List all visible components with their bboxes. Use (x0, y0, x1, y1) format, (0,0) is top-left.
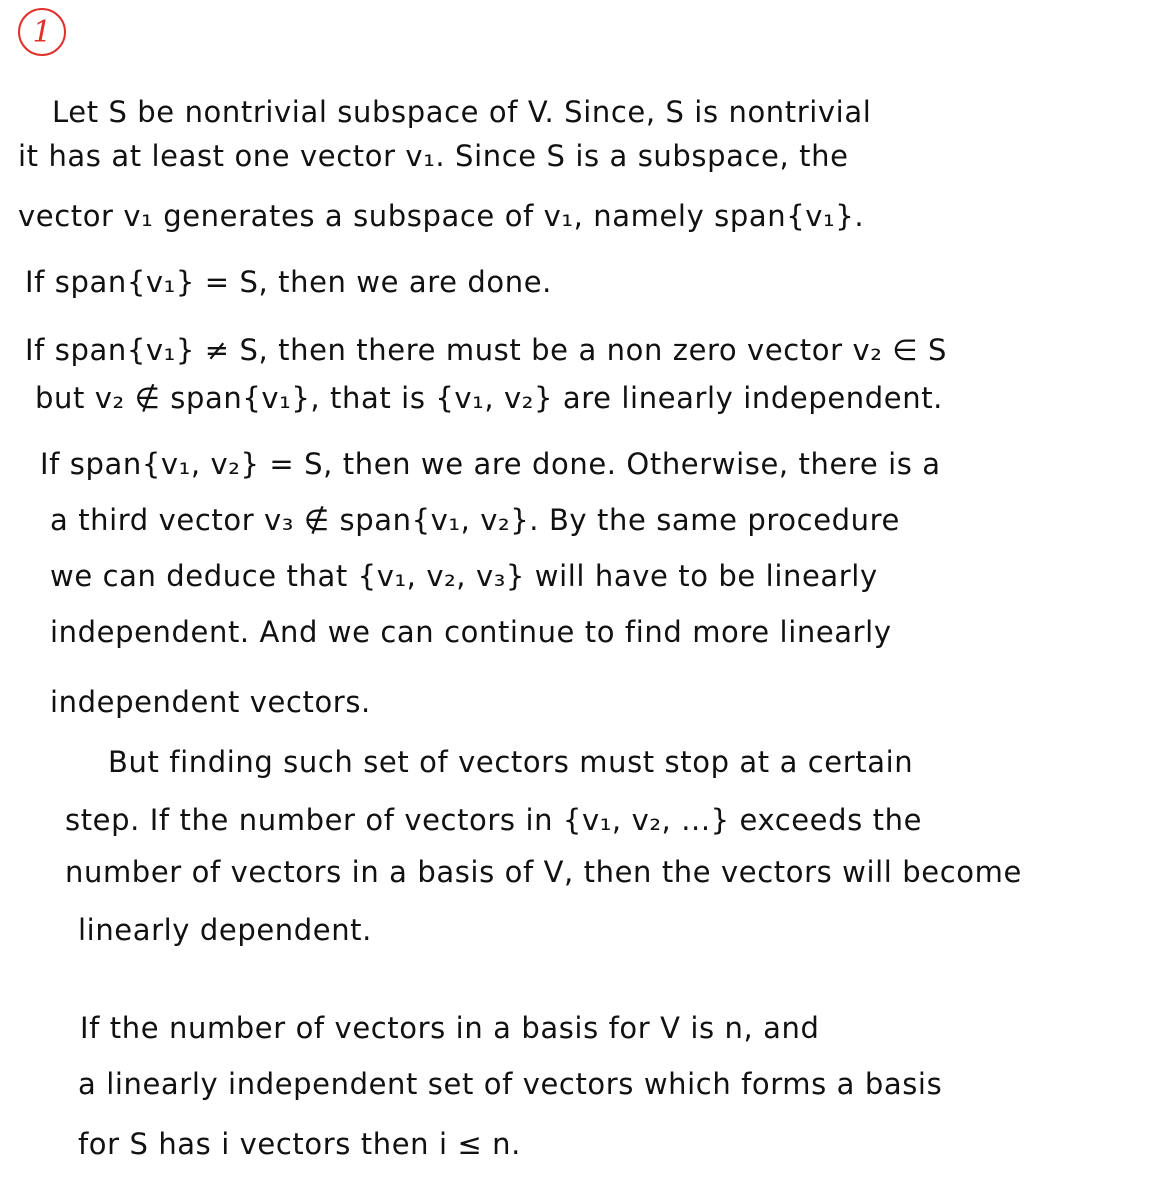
text-line: vector v₁ generates a subspace of v₁, namely span{v₁}. (18, 199, 865, 233)
text-line: But finding such set of vectors must stop at a certain (108, 745, 914, 779)
text-line: If span{v₁} ≠ S, then there must be a non zero vector v₂ ∈ S (25, 333, 947, 367)
problem-number-circle (18, 8, 66, 56)
text-line: linearly dependent. (78, 913, 372, 947)
text-line: but v₂ ∉ span{v₁}, that is {v₁, v₂} are linearly independent. (35, 381, 944, 415)
text-line: If the number of vectors in a basis for V is n, and (80, 1011, 820, 1045)
text-line: step. If the number of vectors in {v₁, v₂, ...} exceeds the (65, 803, 923, 837)
text-line: Let S be nontrivial subspace of V. Since, S is nontrivial (52, 95, 872, 129)
text-line: number of vectors in a basis of V, then the vectors will become (65, 855, 1022, 889)
text-line: we can deduce that {v₁, v₂, v₃} will have to be linearly (50, 559, 878, 593)
text-line: for S has i vectors then i ≤ n. (78, 1127, 521, 1161)
text-line: it has at least one vector v₁. Since S is a subspace, the (18, 139, 849, 173)
text-line: independent vectors. (50, 685, 371, 719)
text-line: a linearly independent set of vectors which forms a basis (78, 1067, 943, 1101)
text-line: If span{v₁} = S, then we are done. (25, 265, 552, 299)
text-line: independent. And we can continue to find more linearly (50, 615, 892, 649)
text-line: a third vector v₃ ∉ span{v₁, v₂}. By the same procedure (50, 503, 900, 537)
text-line: If span{v₁, v₂} = S, then we are done. Otherwise, there is a (40, 447, 941, 481)
problem-number: 1 (32, 14, 52, 50)
